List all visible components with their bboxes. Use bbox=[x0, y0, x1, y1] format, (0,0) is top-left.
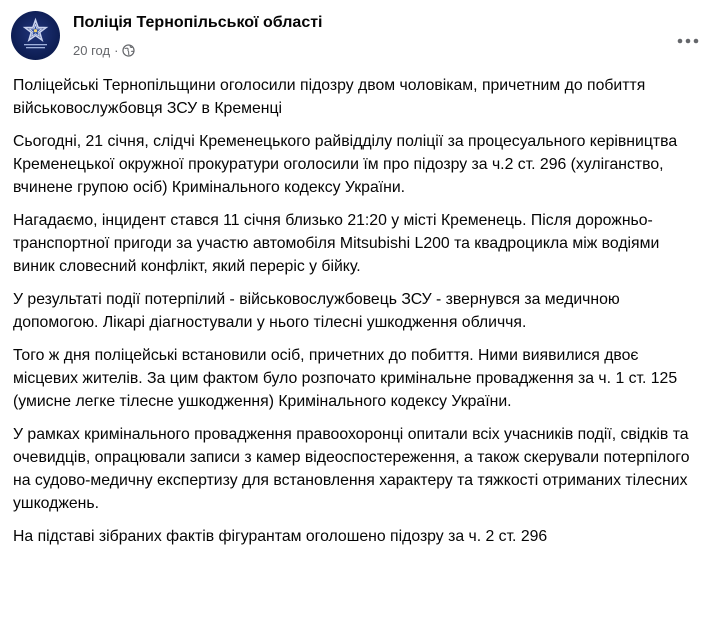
post-paragraph: У результаті події потерпілий - військовослужбовець ЗСУ - звернувся за медичною допомогою. Лікарі діагностували у нього тілесні ушкодження обличчя. bbox=[13, 291, 620, 331]
post-paragraph-truncated: На підставі зібраних фактів фігурантам оголошено підозру за ч. 2 ст. 296 bbox=[13, 528, 548, 545]
post-paragraph: Нагадаємо, інцидент стався 11 січня близько 21:20 у місті Кременець. Після дорожньо-транспортної пригоди за участю автомобіля Mitsubishi L200 та квадроцикла між водіями виник словесний конфлікт, який переріс у бійку. bbox=[13, 212, 660, 275]
more-options-button[interactable] bbox=[670, 23, 706, 59]
post-text bbox=[13, 74, 705, 558]
meta-separator: · bbox=[114, 42, 119, 58]
post-paragraph-title: Поліцейські Тернопільщини оголосили підозру двом чоловікам, причетним до побиття військовослужбовця ЗСУ в Кременці bbox=[13, 77, 646, 117]
post-paragraph: Сьогодні, 21 січня, слідчі Кременецького райвідділу поліції за процесуального керівництва Кременецької окружної прокуратури оголосили їм про підозру за ч.2 ст. 296 (хуліганство, вчинене групою осіб) Кримінального кодексу України. bbox=[13, 133, 678, 196]
globe-icon[interactable] bbox=[122, 44, 135, 57]
post-paragraph: У рамках кримінального провадження правоохоронці опитали всіх учасників події, свідків та очевидців, опрацювали записи з камер відеоспостереження, а також скерували потерпілого на судово-медичну експертизу для встановлення характеру та тяжкості отриманих тілесних ушкоджень. bbox=[13, 426, 690, 512]
police-star-logo bbox=[11, 11, 60, 60]
page-avatar[interactable] bbox=[11, 11, 60, 60]
post-meta bbox=[73, 41, 135, 59]
post-paragraph: Того ж дня поліцейські встановили осіб, причетних до побиття. Ними виявилися двоє місцевих жителів. За цим фактом було розпочато кримінальне провадження за ч. 1 ст. 125 (умисне легке тілесне ушкодження) Кримінального кодексу України. bbox=[13, 347, 678, 410]
page-name[interactable]: Поліція Тернопільської області bbox=[73, 14, 323, 31]
post-header bbox=[0, 0, 713, 70]
post-time[interactable]: 20 год bbox=[73, 42, 111, 58]
more-horizontal-icon bbox=[677, 38, 699, 44]
